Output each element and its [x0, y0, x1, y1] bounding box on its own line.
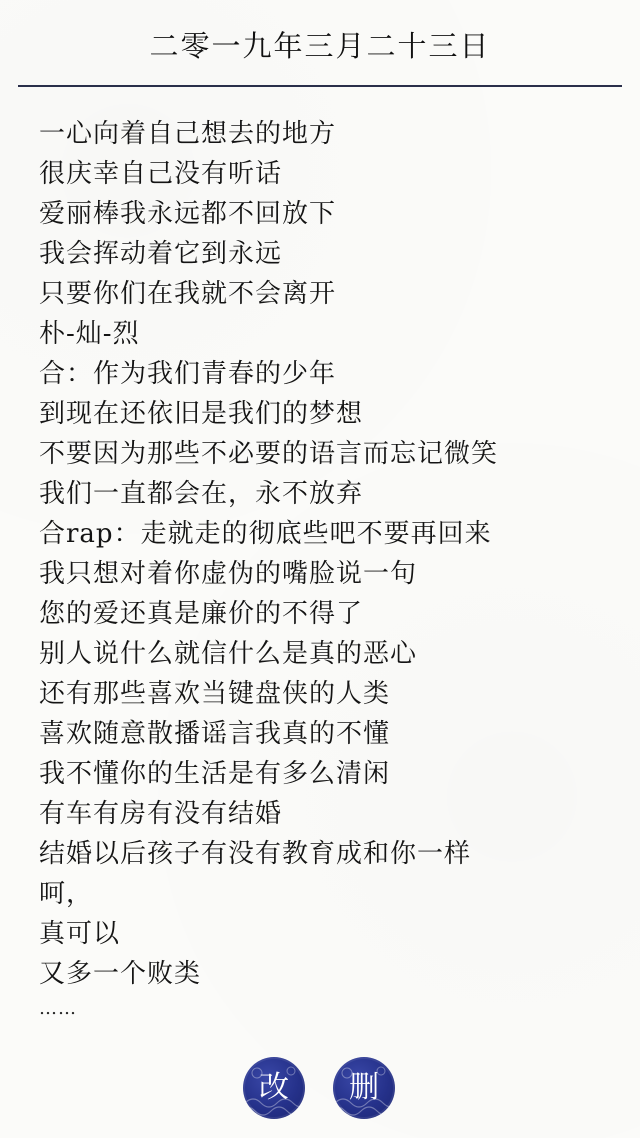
content-line: 还有那些喜欢当键盘侠的人类: [39, 679, 391, 709]
content-line: 爱丽棒我永远都不回放下: [39, 199, 337, 229]
content-line: 我只想对着你虚伪的嘴脸说一句: [39, 559, 418, 589]
content-line: 很庆幸自己没有听话: [39, 159, 283, 189]
delete-button-label: 删: [349, 1070, 379, 1105]
content-line: 结婚以后孩子有没有教育成和你一样: [39, 839, 472, 869]
diary-content: [39, 114, 619, 1024]
header: [0, 0, 640, 88]
content-line: 喜欢随意散播谣言我真的不懂: [39, 719, 391, 749]
content-line: 我们一直都会在，永不放弃: [39, 479, 364, 509]
content-line: 您的爱还真是廉价的不得了: [39, 599, 364, 629]
content-ellipsis: ……: [39, 998, 77, 1019]
content-line: 呵，: [39, 879, 94, 909]
content-line: 朴-灿-烈: [39, 319, 140, 349]
delete-button[interactable]: [333, 1057, 395, 1119]
content-line: 到现在还依旧是我们的梦想: [39, 399, 364, 429]
header-divider: [18, 85, 622, 87]
action-bar: [0, 1053, 640, 1123]
content-line: 我不懂你的生活是有多么清闲: [39, 759, 391, 789]
content-line: 真可以: [39, 919, 121, 949]
content-line: 只要你们在我就不会离开: [39, 279, 337, 309]
content-line: 我会挥动着它到永远: [39, 239, 283, 269]
content-line: 不要因为那些不必要的语言而忘记微笑: [39, 439, 499, 469]
content-line: 别人说什么就信什么是真的恶心: [39, 639, 418, 669]
content-line: 一心向着自己想去的地方: [39, 119, 337, 149]
content-line: 合：作为我们青春的少年: [39, 359, 337, 389]
content-line: 有车有房有没有结婚: [39, 799, 283, 829]
edit-button-label: 改: [259, 1070, 289, 1105]
content-line: 合rap：走就走的彻底些吧不要再回来: [39, 519, 492, 549]
date-title: 二零一九年三月二十三日: [149, 29, 491, 63]
edit-button[interactable]: [243, 1057, 305, 1119]
content-line: 又多一个败类: [39, 959, 202, 989]
